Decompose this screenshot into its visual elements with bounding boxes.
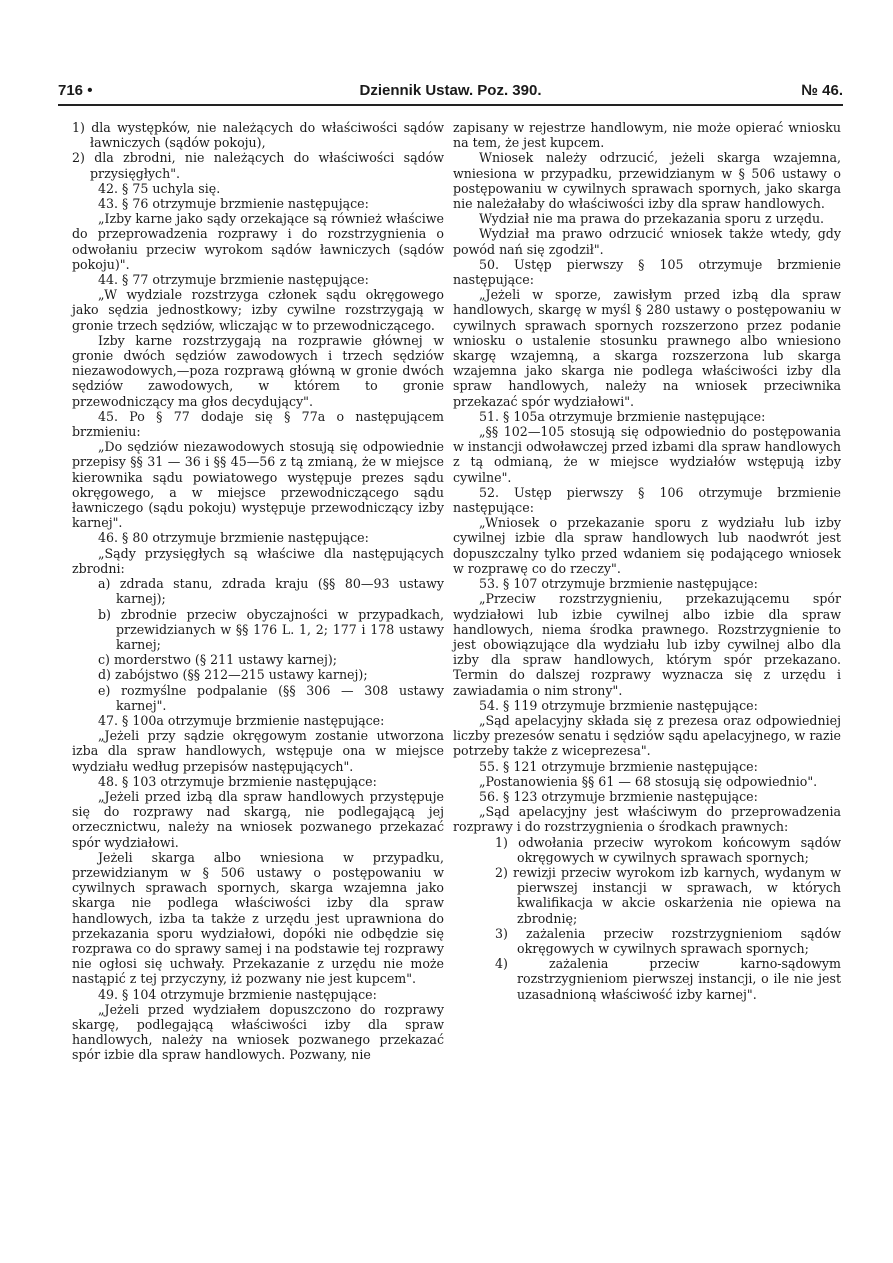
list-item: 1) dla występków, nie należących do właściwości sądów ławniczych (sądów pokoju), xyxy=(72,120,444,151)
paragraph: Wydział ma prawo odrzucić wniosek także wtedy, gdy powód nań się zgodził". xyxy=(453,226,841,257)
paragraph: „§§ 102—105 stosują się odpowiednio do postępowania w instancji odwoławczej przed izbami dla spraw handlowych z tą odmianą, że w miejsce wydziałów wstępują izby cywilne". xyxy=(453,424,841,485)
article-heading: 50. Ustęp pierwszy § 105 otrzymuje brzmienie następujące: xyxy=(453,256,841,288)
paragraph: „Do sędziów niezawodowych stosują się odpowiednie przepisy §§ 31 — 36 i §§ 45—56 z tą zmianą, że w miejsce kierownika sądu powiatowego występuje prezes sądu okręgowego, a w miejsce przewodniczącego sądu ławniczego (sądu pokoju) występuje przewodniczący izby karnej". xyxy=(72,439,444,531)
right-column xyxy=(453,120,841,1002)
paragraph: „Sąd apelacyjny składa się z prezesa oraz odpowiedniej liczby prezesów senatu i sędziów sądu apelacyjnego, w razie potrzeby także z wiceprezesa". xyxy=(453,712,841,759)
article-heading: 42. § 75 uchyla się. xyxy=(98,180,221,196)
article-heading: 43. § 76 otrzymuje brzmienie następujące: xyxy=(98,196,369,212)
left-column xyxy=(72,120,444,1063)
list-item: c) morderstwo (§ 211 ustawy karnej); xyxy=(98,652,338,668)
page-number: 716 • xyxy=(58,82,93,99)
list-item: 2) dla zbrodni, nie należących do właściwości sądów przysięgłych". xyxy=(72,150,444,181)
list-item: a) zdrada stanu, zdrada kraju (§§ 80—93 ustawy karnej); xyxy=(98,576,444,607)
header-rule xyxy=(58,104,843,106)
issue-number: № 46. xyxy=(801,82,843,99)
article-heading: 49. § 104 otrzymuje brzmienie następujące: xyxy=(98,986,377,1002)
paragraph: Jeżeli skarga albo wniesiona w przypadku, przewidzianym w § 506 ustawy o postępowaniu w cywilnych sprawach spornych, skarga wzajemna jako skarga nie podlega właściwości izby dla spraw handlowych, izba ta także z urzędu jest uprawniona do przekazania sporu wydziałowi, dopóki nie odbędzie się rozprawa co do sprawy samej i na podstawie tej rozprawy nie ogłosi się uchwały. Przekazanie z urzędu nie może nastąpić z tej przyczyny, iż pozwany nie jest kupcem". xyxy=(72,849,444,987)
paragraph: „Sądy przysięgłych są właściwe dla następujących zbrodni: xyxy=(72,545,444,576)
paragraph: „Wniosek o przekazanie sporu z wydziału lub izby cywilnej izbie dla spraw handlowych lub naodwrót jest dopuszczalny tylko przed wdaniem się podającego wniosek w rozprawę co do rzeczy". xyxy=(453,515,841,576)
list-item: d) zabójstwo (§§ 212—215 ustawy karnej); xyxy=(98,667,368,683)
article-heading: 46. § 80 otrzymuje brzmienie następujące: xyxy=(98,530,369,546)
article-heading: 48. § 103 otrzymuje brzmienie następujące: xyxy=(98,773,377,789)
paragraph: Wniosek należy odrzucić, jeżeli skarga wzajemna, wniesiona w przypadku, przewidzianym w § 506 ustawy o postępowaniu w cywilnych sprawach spornych, jako skarga nie należałaby do właściwości izby dla spraw handlowych. xyxy=(453,150,841,212)
journal-title: Dziennik Ustaw. Poz. 390. xyxy=(359,82,542,99)
paragraph: Wydział nie ma prawa do przekazania sporu z urzędu. xyxy=(479,211,825,227)
paragraph: „Postanowienia §§ 61 — 68 stosują się odpowiednio". xyxy=(479,773,818,789)
article-heading: 45. Po § 77 dodaje się § 77a o następującem brzmieniu: xyxy=(72,408,444,440)
list-item: 2) rewizji przeciw wyrokom izb karnych, wydanym w pierwszej instancji w sprawach, w których kwalifikacja w akcie oskarżenia nie opiewa na zbrodnię; xyxy=(495,864,841,926)
paragraph: „W wydziale rozstrzyga członek sądu okręgowego jako sędzia jednostkowy; izby cywilne rozstrzygają w gronie trzech sędziów, wliczając w to przewodniczącego. xyxy=(72,287,444,333)
paragraph: „Jeżeli w sporze, zawisłym przed izbą dla spraw handlowych, skargę w myśl § 280 ustawy o postępowaniu w cywilnych sprawach spornych rozszerzono przez podanie wniosku o ustalenie stosunku prawnego albo wniesiono skargę wzajemną, a skarga rozszerzona lub skarga wzajemna jako skarga nie podlega właściwości izby dla spraw handlowych, należy na wniosek przeciwnika przekazać spór wydziałowi". xyxy=(453,287,841,409)
paragraph: „Jeżeli przy sądzie okręgowym zostanie utworzona izba dla spraw handlowych, wstępuje ona w miejsce wydziału według przepisów następujących". xyxy=(72,728,444,774)
paragraph: zapisany w rejestrze handlowym, nie może opierać wniosku na tem, że jest kupcem. xyxy=(453,120,841,151)
article-heading: 53. § 107 otrzymuje brzmienie następujące: xyxy=(479,576,758,592)
list-item: 1) odwołania przeciw wyrokom końcowym sądów okręgowych w cywilnych sprawach spornych; xyxy=(495,834,841,865)
list-item: 4) zażalenia przeciw karno-sądowym rozstrzygnieniom pierwszej instancji, o ile nie jest uzasadnioną właściwość izby karnej". xyxy=(495,956,841,1002)
list-item: 3) zażalenia przeciw rozstrzygnieniom sądów okręgowych w cywilnych sprawach spornych; xyxy=(495,925,841,956)
paragraph: „Jeżeli przed izbą dla spraw handlowych przystępuje się do rozprawy nad skargą, nie podlegającą jej orzecznictwu, należy na wniosek pozwanego przekazać spór wydziałowi. xyxy=(72,788,444,850)
list-item: b) zbrodnie przeciw obyczajności w przypadkach, przewidzianych w §§ 176 L. 1, 2; 177 i 178 ustawy karnej; xyxy=(98,606,444,652)
page-header xyxy=(58,78,843,104)
article-heading: 54. § 119 otrzymuje brzmienie następujące: xyxy=(479,697,758,713)
article-heading: 51. § 105a otrzymuje brzmienie następujące: xyxy=(479,408,766,424)
list-item: e) rozmyślne podpalanie (§§ 306 — 308 ustawy karnej". xyxy=(98,682,444,713)
article-heading: 52. Ustęp pierwszy § 106 otrzymuje brzmienie następujące: xyxy=(453,484,841,516)
paragraph: Izby karne rozstrzygają na rozprawie głównej w gronie dwóch sędziów zawodowych i trzech sędziów niezawodowych,—poza rozprawą główną w gronie dwóch sędziów zawodowych, w którem to gronie przewodniczący ma głos decydujący". xyxy=(72,332,444,409)
paragraph: „Jeżeli przed wydziałem dopuszczono do rozprawy skargę, podlegającą właściwości izby dla spraw handlowych, należy na wniosek pozwanego przekazać spór izbie dla spraw handlowych. Pozwany, nie xyxy=(72,1001,444,1063)
article-heading: 56. § 123 otrzymuje brzmienie następujące: xyxy=(479,788,758,804)
article-heading: 44. § 77 otrzymuje brzmienie następujące: xyxy=(98,272,369,288)
paragraph: „Sąd apelacyjny jest właściwym do przeprowadzenia rozprawy i do rozstrzygnienia o środkach prawnych: xyxy=(453,804,841,835)
article-heading: 47. § 100a otrzymuje brzmienie następujące: xyxy=(98,712,385,728)
article-heading: 55. § 121 otrzymuje brzmienie następujące: xyxy=(479,758,758,774)
paragraph: „Izby karne jako sądy orzekające są również właściwe do przeprowadzenia rozprawy i do rozstrzygnienia o odwołaniu przeciw wyrokom sądów ławniczych (sądów pokoju)". xyxy=(72,211,444,272)
paragraph: „Przeciw rozstrzygnieniu, przekazującemu spór wydziałowi lub izbie cywilnej albo izbie dla spraw handlowych, niema środka prawnego. Rozstrzygnienie to jest obowiązujące dla wydziału lub izby cywilnej albo dla izby dla spraw handlowych, którym spór przekazano. Termin do dalszej rozprawy wyznacza się z urzędu i zawiadamia o nim strony". xyxy=(453,591,841,698)
